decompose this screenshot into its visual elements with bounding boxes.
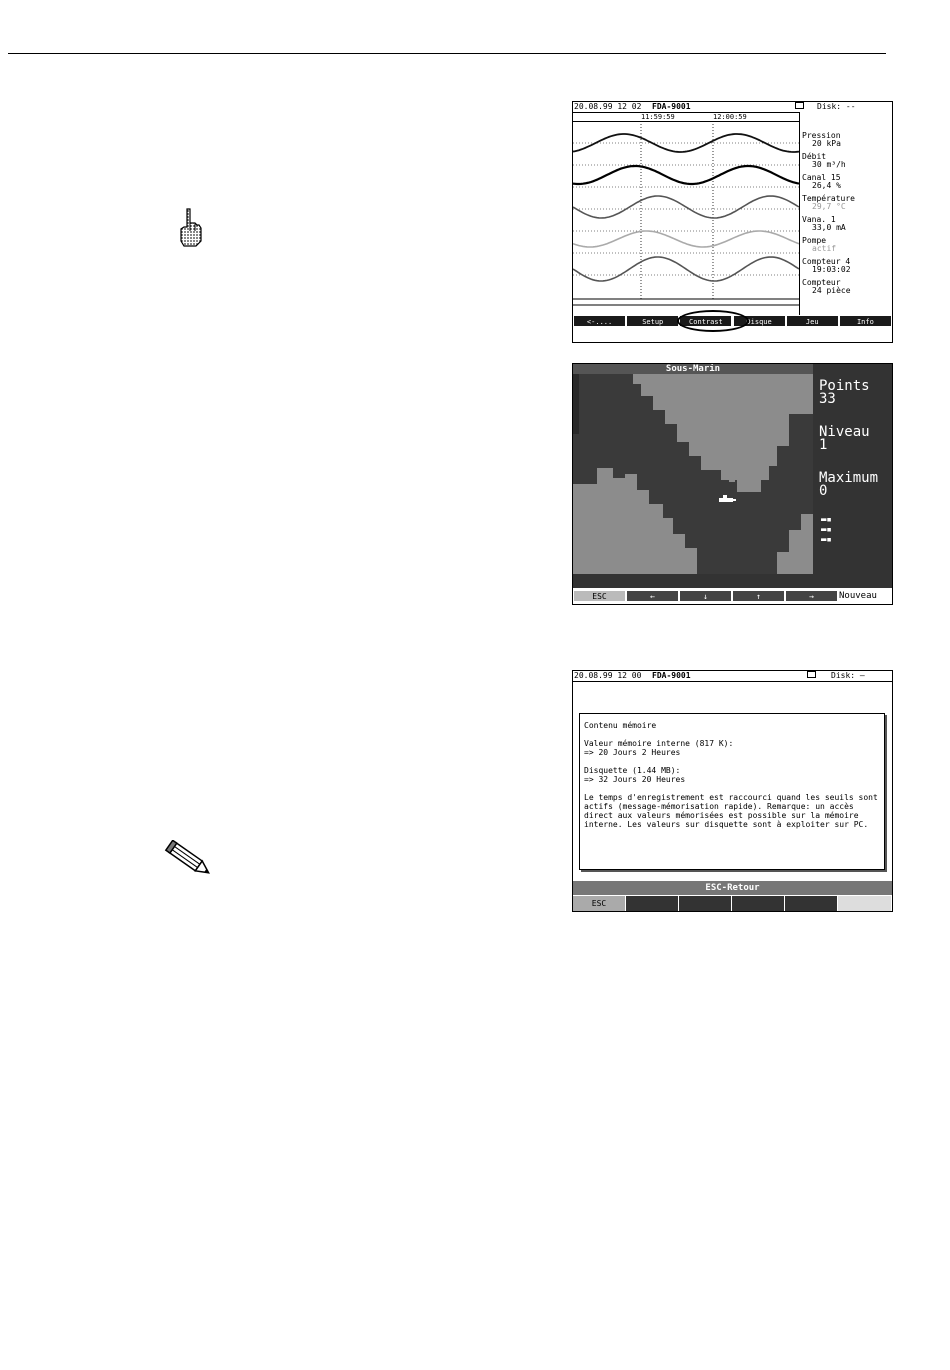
- softkey-6[interactable]: [838, 896, 892, 911]
- softkey-5[interactable]: [785, 896, 838, 911]
- dialog-heading: Contenu mémoire: [584, 721, 657, 730]
- softkey-contrast[interactable]: Contrast: [679, 315, 732, 327]
- maximum-stat: Maximum 0: [819, 470, 879, 499]
- status-date: 20.08.99 12 00: [574, 671, 642, 680]
- status-bar: [573, 671, 892, 682]
- channel-value-2: Canal 15 26,4 %: [802, 173, 841, 190]
- softkey-bar: [573, 896, 892, 911]
- pointing-hand-icon: [175, 207, 203, 247]
- channel-values-panel: [802, 132, 892, 300]
- cursor-left-time: 11:59:59: [641, 113, 675, 121]
- status-bar: [573, 102, 892, 111]
- page-header-rule: [8, 53, 886, 54]
- game-score-panel: [813, 364, 892, 574]
- curve-trace-1: [573, 166, 799, 184]
- plot-divider: [799, 112, 800, 315]
- internal-memory-text: Valeur mémoire interne (817 K): => 20 Jours 2 Heures: [584, 739, 734, 757]
- points-stat: Points 33: [819, 378, 870, 407]
- softkey-4[interactable]: [732, 896, 785, 911]
- softkey-info[interactable]: Info: [839, 315, 892, 327]
- channel-value-1: Débit 30 m³/h: [802, 152, 846, 169]
- disk-status: Disk: --: [817, 102, 856, 111]
- curve-plot-area: [573, 121, 799, 315]
- left-arrow-button[interactable]: ←: [626, 590, 679, 602]
- game-field[interactable]: [573, 374, 813, 574]
- curve-trace-4: [573, 257, 799, 281]
- down-arrow-button[interactable]: ↓: [679, 590, 732, 602]
- right-arrow-button[interactable]: →: [785, 590, 838, 602]
- curve-trace-2: [573, 196, 799, 218]
- esc-button[interactable]: ESC: [573, 896, 626, 911]
- channel-value-4: Vana. 1 33,0 mA: [802, 215, 846, 232]
- disk-status: Disk: —: [831, 671, 865, 680]
- channel-value-3: Température 29,7 °C: [802, 194, 855, 211]
- game-title: Sous-Marin: [573, 364, 813, 374]
- life-submarine-icon: ▬▪: [821, 515, 832, 525]
- softkey-jeu[interactable]: Jeu: [786, 315, 839, 327]
- highlight-circle: [677, 310, 749, 332]
- submarine-game-screen: [572, 363, 893, 605]
- memory-dialog: [579, 713, 885, 870]
- cursor-right-time: 12:00:59: [713, 113, 747, 121]
- softkey-back[interactable]: <-....: [573, 315, 626, 327]
- status-date: 20.08.99 12 02: [574, 102, 642, 111]
- level-stat: Niveau 1: [819, 424, 870, 453]
- pencil-note-icon: [164, 840, 216, 882]
- curve-trace-3: [573, 231, 799, 247]
- life-submarine-icon: ▬▪: [821, 535, 832, 545]
- new-game-label[interactable]: Nouveau: [839, 591, 877, 601]
- up-arrow-button[interactable]: ↑: [732, 590, 785, 602]
- recorder-curve-screen: [572, 101, 893, 343]
- softkey-setup[interactable]: Setup: [626, 315, 679, 327]
- memory-info-screen: [572, 670, 893, 912]
- floppy-memory-text: Disquette (1.44 MB): => 32 Jours 20 Heures: [584, 766, 686, 784]
- softkey-bar: [573, 588, 892, 604]
- esc-button[interactable]: ESC: [573, 590, 626, 602]
- channel-value-6: Compteur 4 19:03:02: [802, 257, 851, 274]
- softkey-3[interactable]: [679, 896, 732, 911]
- channel-value-0: Pression 20 kPa: [802, 131, 841, 148]
- life-submarine-icon: ▬▪: [821, 525, 832, 535]
- channel-value-7: Compteur 24 pièce: [802, 278, 851, 295]
- softkey-disque[interactable]: Disque: [733, 315, 786, 327]
- softkey-2[interactable]: [626, 896, 679, 911]
- memory-note-text: Le temps d'enregistrement est raccourci quand les seuils sont actifs (message-mémorisation rapide). Remarque: un accès direct aux valeurs mémorisées est possible sur la mémoire interne. Les valeurs sur disquette sont à exploiter sur PC.: [584, 793, 878, 829]
- esc-return-bar: ESC-Retour: [573, 881, 892, 895]
- channel-value-5: Pompe actif: [802, 236, 837, 253]
- device-name: FDA-9001: [652, 671, 691, 680]
- device-name: FDA-9001: [652, 102, 691, 111]
